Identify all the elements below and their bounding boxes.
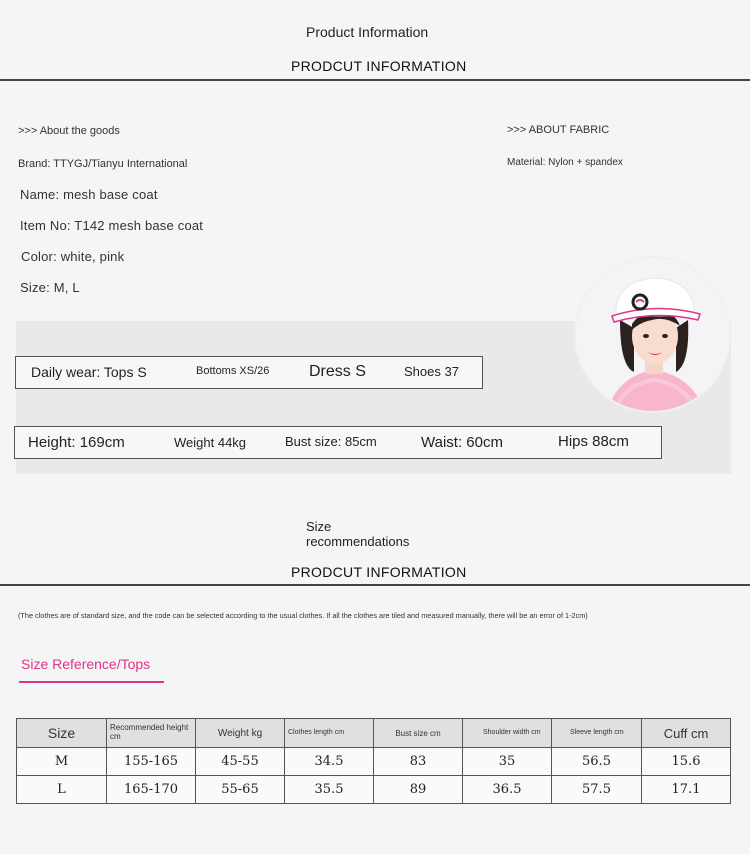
size-reference-title: Size Reference/Tops	[21, 656, 151, 672]
cell-height: 165-170	[107, 776, 196, 804]
section-title: Product Information	[306, 24, 429, 40]
cell-weight: 55-65	[196, 776, 285, 804]
size-rec-title-line1: Size	[306, 519, 332, 534]
daily-wear-dress: Dress S	[309, 363, 366, 380]
header-clothes-length: Clothes length cm	[285, 719, 374, 748]
model-measure-box	[14, 426, 662, 459]
daily-wear-bottoms: Bottoms XS/26	[196, 365, 270, 377]
cell-weight: 45-55	[196, 748, 285, 776]
goods-heading: >>> About the goods	[18, 125, 120, 137]
size-rec-title-line2: recommendations	[306, 534, 410, 549]
header-bust: Bust size cm	[374, 719, 463, 748]
header-size: Size	[17, 719, 107, 748]
table-row	[17, 776, 731, 804]
cell-sleeve: 56.5	[552, 748, 642, 776]
model-bust: Bust size: 85cm	[285, 434, 377, 449]
brand-text: Brand: TTYGJ/Tianyu International	[18, 158, 188, 170]
cell-cuff: 15.6	[642, 748, 731, 776]
divider-2	[0, 584, 750, 586]
fabric-heading: >>> ABOUT FABRIC	[507, 124, 610, 136]
header-cuff: Cuff cm	[642, 719, 731, 748]
cell-clothes-length: 35.5	[285, 776, 374, 804]
model-hips: Hips 88cm	[558, 433, 629, 450]
daily-wear-tops: Daily wear: Tops S	[31, 364, 147, 380]
cell-shoulder: 35	[463, 748, 552, 776]
size-table	[16, 718, 731, 804]
cell-size: M	[17, 748, 107, 776]
header-shoulder: Shoulder width cm	[463, 719, 552, 748]
size-text: Size: M, L	[20, 280, 80, 295]
model-height: Height: 169cm	[28, 434, 125, 451]
model-weight: Weight 44kg	[174, 435, 247, 450]
section2-subtitle: PRODCUT INFORMATION	[291, 564, 467, 580]
cell-clothes-length: 34.5	[285, 748, 374, 776]
cell-height: 155-165	[107, 748, 196, 776]
header-height: Recommended height cm	[107, 719, 196, 748]
color-text: Color: white, pink	[21, 249, 125, 264]
header-sleeve: Sleeve length cm	[552, 719, 642, 748]
cell-size: L	[17, 776, 107, 804]
daily-wear-shoes: Shoes 37	[404, 364, 459, 379]
material-text: Material: Nylon + spandex	[507, 157, 623, 168]
sizing-note: (The clothes are of standard size, and the code can be selected according to the usual clothes. If all the clothes are tiled and measured manually, there will be an error of 1-2cm)	[18, 611, 588, 620]
name-text: Name: mesh base coat	[20, 187, 158, 202]
table-row	[17, 748, 731, 776]
model-portrait-icon	[576, 258, 731, 413]
size-reference-underline	[19, 681, 164, 683]
cell-bust: 83	[374, 748, 463, 776]
item-no-text: Item No: T142 mesh base coat	[20, 218, 204, 233]
divider	[0, 79, 750, 81]
table-header-row	[17, 719, 731, 748]
cell-shoulder: 36.5	[463, 776, 552, 804]
cell-cuff: 17.1	[642, 776, 731, 804]
cell-sleeve: 57.5	[552, 776, 642, 804]
cell-bust: 89	[374, 776, 463, 804]
model-waist: Waist: 60cm	[421, 434, 503, 451]
section-subtitle: PRODCUT INFORMATION	[291, 58, 467, 74]
header-weight: Weight kg	[196, 719, 285, 748]
model-photo	[574, 256, 731, 413]
daily-wear-box	[15, 356, 483, 389]
